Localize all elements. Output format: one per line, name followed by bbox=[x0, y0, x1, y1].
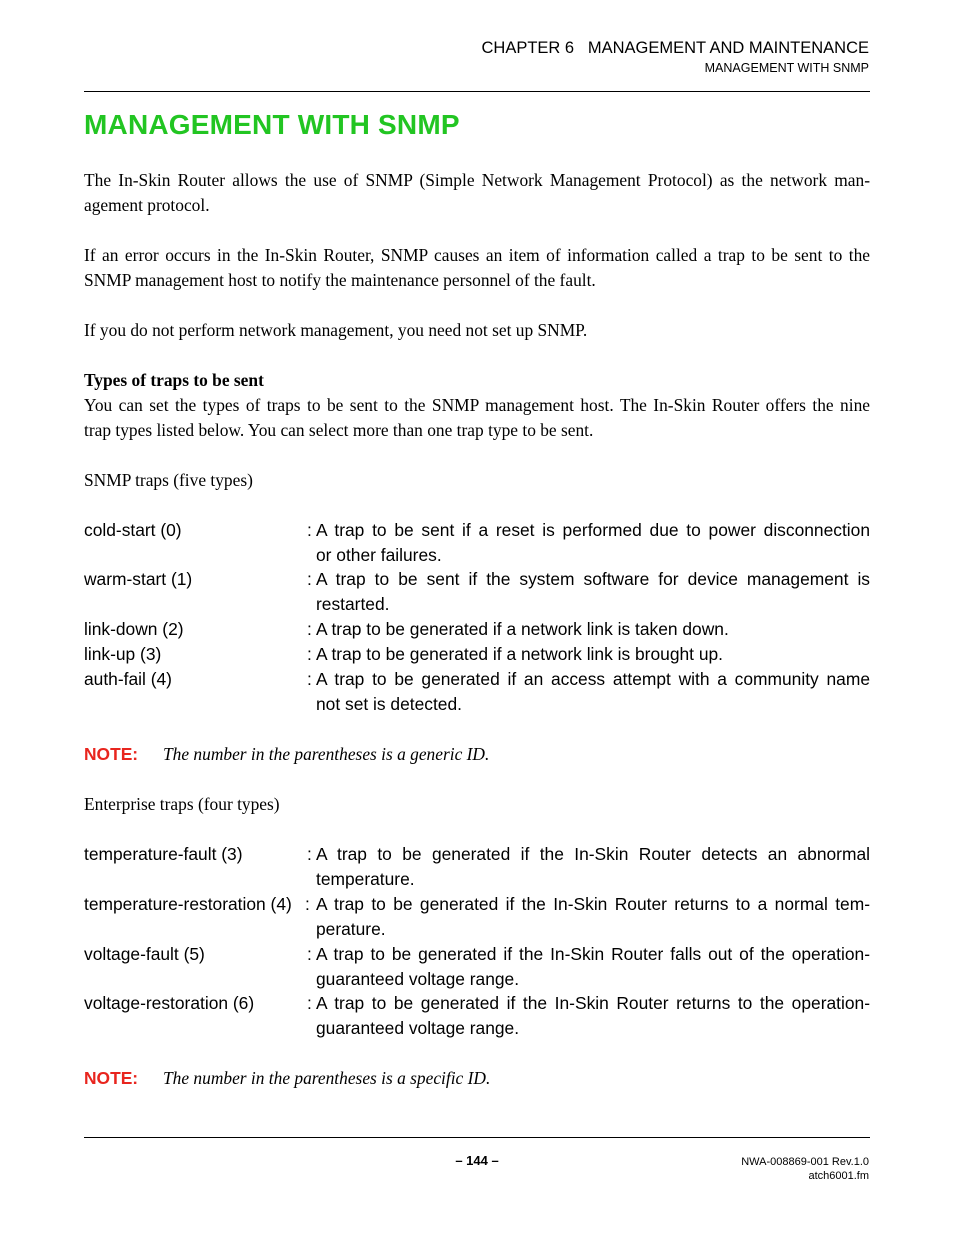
trap-colon: : bbox=[307, 669, 312, 689]
description-line: A trap to be sent if a reset is performed due to power disconnection bbox=[316, 520, 870, 540]
trap-term: voltage-fault (5) bbox=[84, 944, 205, 964]
trap-description bbox=[316, 942, 870, 992]
paragraph-line: trap types listed below. You can select more than one trap type to be sent. bbox=[84, 420, 594, 440]
description-line: not set is detected. bbox=[316, 694, 462, 714]
note-text: The number in the parentheses is a specific ID. bbox=[163, 1068, 491, 1088]
trap-colon: : bbox=[307, 644, 312, 664]
header-rule bbox=[84, 91, 870, 92]
trap-colon: : bbox=[307, 844, 312, 864]
trap-description bbox=[316, 991, 870, 1041]
paragraph-line: The In-Skin Router allows the use of SNMP (Simple Network Management Protocol) as the network man- bbox=[84, 170, 870, 190]
trap-description bbox=[316, 518, 870, 568]
paragraph-line: If an error occurs in the In-Skin Router, SNMP causes an item of information called a trap to be sent to the bbox=[84, 245, 870, 265]
document-info bbox=[741, 1155, 869, 1183]
paragraph-line: If you do not perform network management, you need not set up SNMP. bbox=[84, 320, 588, 340]
trap-term: warm-start (1) bbox=[84, 569, 193, 589]
network-management-paragraph bbox=[84, 318, 870, 343]
page-number: – 144 – bbox=[455, 1153, 499, 1168]
paragraph-line: You can set the types of traps to be sent to the SNMP management host. The In-Skin Router offers the nine bbox=[84, 395, 870, 415]
description-line: A trap to be generated if the In-Skin Router returns to a normal tem- bbox=[316, 894, 870, 914]
description-line: guaranteed voltage range. bbox=[316, 969, 520, 989]
trap-term: link-down (2) bbox=[84, 619, 184, 639]
running-header-section: MANAGEMENT WITH SNMP bbox=[704, 61, 869, 75]
description-line: perature. bbox=[316, 919, 386, 939]
trap-term: voltage-restoration (6) bbox=[84, 993, 255, 1013]
trap-description bbox=[316, 667, 870, 717]
trap-colon: : bbox=[307, 569, 312, 589]
note-label: NOTE: bbox=[84, 744, 139, 764]
trap-colon: : bbox=[305, 894, 310, 914]
description-line: A trap to be generated if a network link is brought up. bbox=[316, 644, 723, 664]
description-line: A trap to be generated if a network link is taken down. bbox=[316, 619, 729, 639]
description-line: or other failures. bbox=[316, 545, 442, 565]
error-paragraph bbox=[84, 243, 870, 293]
trap-description bbox=[316, 892, 870, 942]
trap-colon: : bbox=[307, 944, 312, 964]
trap-colon: : bbox=[307, 520, 312, 540]
description-line: temperature. bbox=[316, 869, 415, 889]
paragraph-line: SNMP management host to notify the maintenance personnel of the fault. bbox=[84, 270, 596, 290]
document-id: NWA-008869-001 Rev.1.0 bbox=[741, 1156, 869, 1168]
traps-intro-paragraph bbox=[84, 393, 870, 443]
trap-colon: : bbox=[307, 619, 312, 639]
trap-description bbox=[316, 617, 870, 642]
note-text: The number in the parentheses is a generic ID. bbox=[163, 744, 490, 764]
traps-heading: Types of traps to be sent bbox=[84, 370, 264, 390]
description-line: A trap to be generated if the In-Skin Router returns to the operation- bbox=[316, 993, 870, 1013]
trap-term: link-up (3) bbox=[84, 644, 162, 664]
source-file: atch6001.fm bbox=[808, 1170, 869, 1182]
description-line: A trap to be generated if the In-Skin Router falls out of the operation- bbox=[316, 944, 870, 964]
description-line: restarted. bbox=[316, 594, 390, 614]
intro-paragraph bbox=[84, 168, 870, 218]
page-title: MANAGEMENT WITH SNMP bbox=[84, 109, 460, 140]
footer-rule bbox=[84, 1137, 870, 1138]
trap-description bbox=[316, 642, 870, 667]
enterprise-traps-label: Enterprise traps (four types) bbox=[84, 794, 280, 814]
paragraph-line: agement protocol. bbox=[84, 195, 210, 215]
snmp-traps-label: SNMP traps (five types) bbox=[84, 470, 253, 490]
note-label: NOTE: bbox=[84, 1068, 139, 1088]
description-line: A trap to be generated if the In-Skin Router detects an abnormal bbox=[316, 844, 870, 864]
trap-term: cold-start (0) bbox=[84, 520, 182, 540]
trap-colon: : bbox=[307, 993, 312, 1013]
description-line: A trap to be generated if an access attempt with a community name bbox=[316, 669, 870, 689]
description-line: guaranteed voltage range. bbox=[316, 1018, 520, 1038]
trap-description bbox=[316, 567, 870, 617]
running-header-chapter: CHAPTER 6 MANAGEMENT AND MAINTENANCE bbox=[481, 39, 869, 57]
trap-term: temperature-restoration (4) bbox=[84, 894, 292, 914]
trap-term: temperature-fault (3) bbox=[84, 844, 243, 864]
trap-term: auth-fail (4) bbox=[84, 669, 172, 689]
description-line: A trap to be sent if the system software for device management is bbox=[316, 569, 870, 589]
trap-description bbox=[316, 842, 870, 892]
